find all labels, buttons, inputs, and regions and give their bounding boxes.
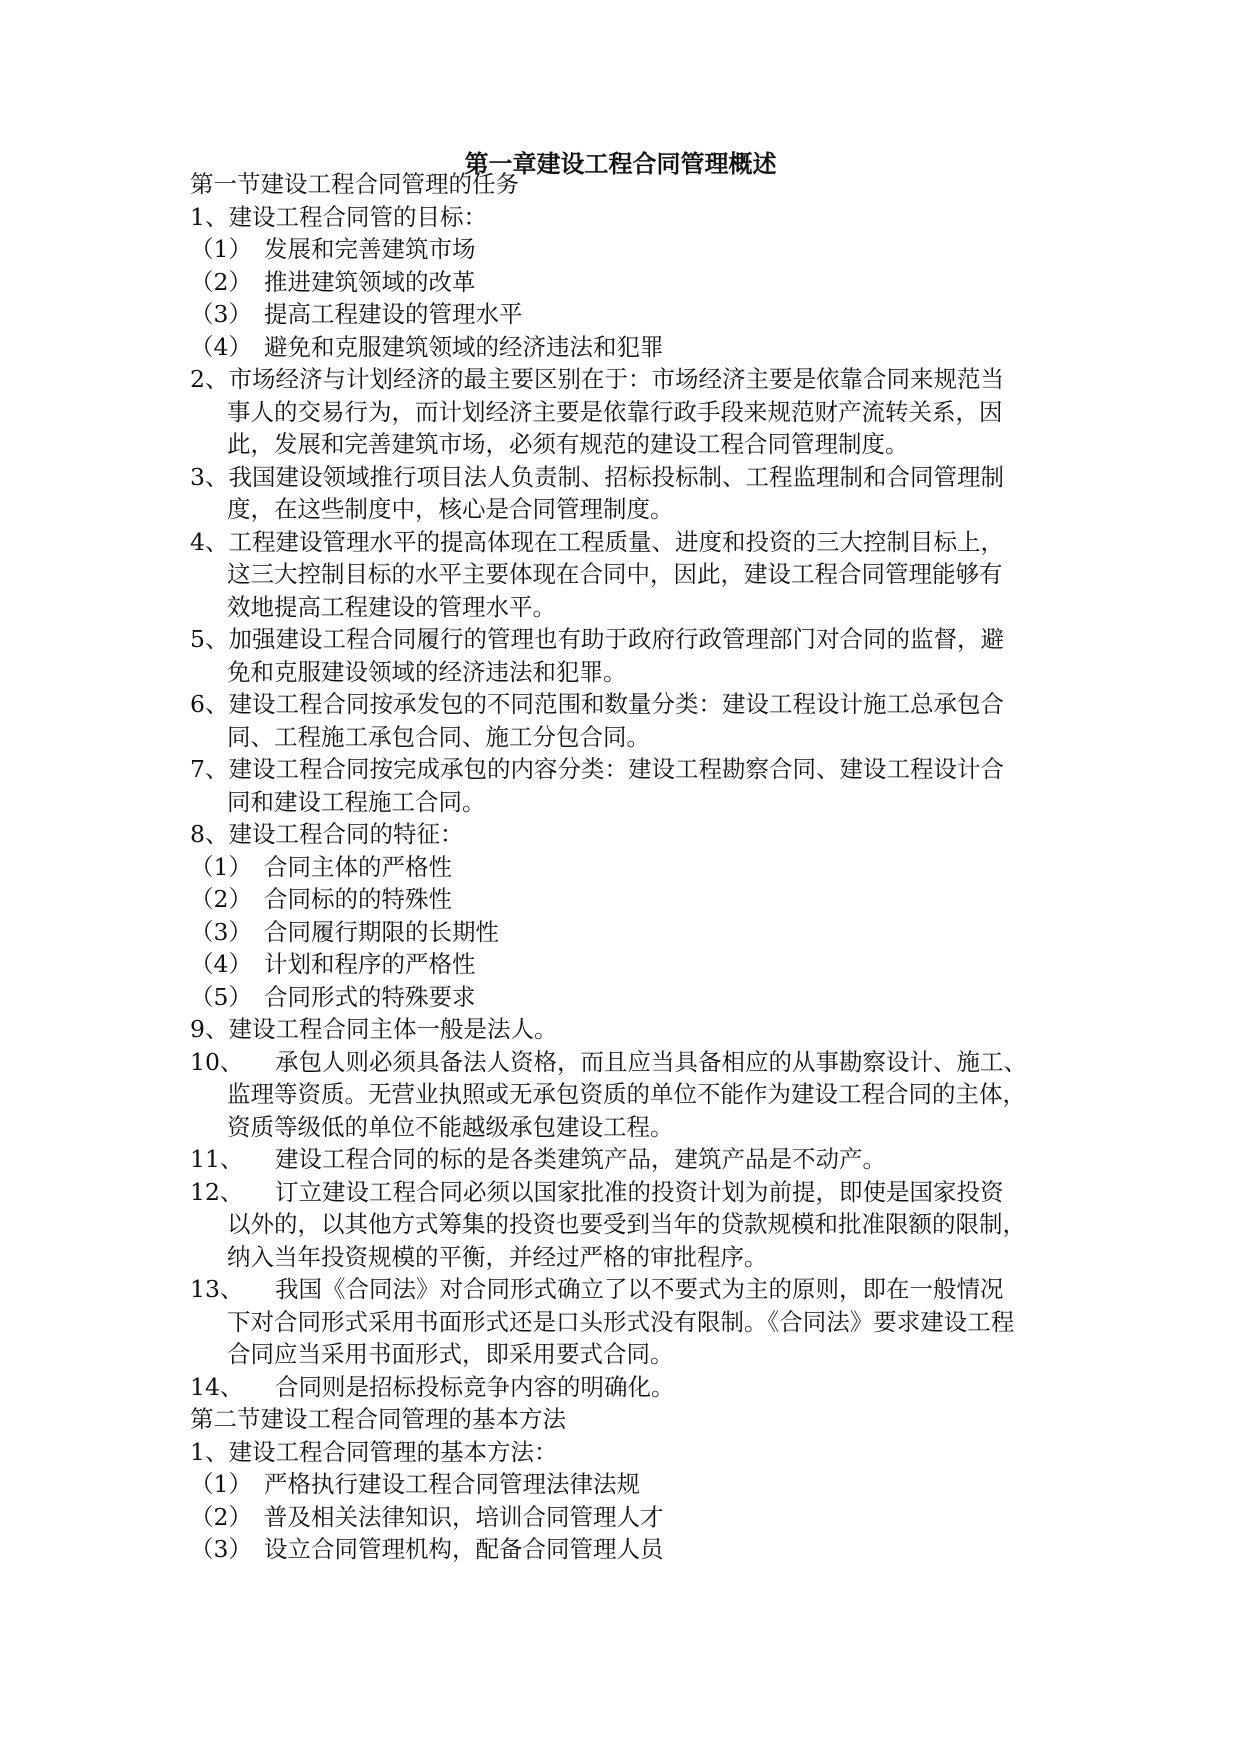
item-text: 合同则是招标投标竞争内容的明确化。 xyxy=(275,1372,675,1401)
item-marker: （2） xyxy=(190,267,252,296)
sub-item xyxy=(190,1501,664,1533)
item-text: 资质等级低的单位不能越级承包建设工程。 xyxy=(227,1112,674,1141)
item-marker: （2） xyxy=(190,885,252,913)
item-text: 监理等资质。无营业执照或无承包资质的单位不能作为建设工程合同的主体， xyxy=(227,1080,1026,1108)
item-text: 同和建设工程施工合同。 xyxy=(227,787,486,816)
sub-item xyxy=(190,851,452,883)
item-text: 提高工程建设的管理水平 xyxy=(264,300,523,328)
item-marker: （2） xyxy=(190,1502,252,1531)
numbered-item xyxy=(190,1371,675,1403)
item-marker: 1、 xyxy=(190,202,229,231)
continuation-line xyxy=(227,558,1003,590)
sub-item xyxy=(190,298,523,330)
continuation-line xyxy=(227,1111,674,1143)
item-text: 纳入当年投资规模的平衡，并经过严格的审批程序。 xyxy=(227,1242,768,1271)
item-text: 合同履行期限的长期性 xyxy=(264,917,499,946)
item-marker: 4、 xyxy=(190,527,229,556)
item-text: 建设工程合同的标的是各类建筑产品，建筑产品是不动产。 xyxy=(275,1145,886,1173)
item-text: 加强建设工程合同履行的管理也有助于政府行政管理部门对合同的监督，避 xyxy=(228,625,1004,653)
item-text: 建设工程合同主体一般是法人。 xyxy=(228,1015,558,1043)
continuation-line xyxy=(227,1208,1026,1240)
item-marker: 2、 xyxy=(190,365,229,393)
sub-item xyxy=(190,331,664,363)
item-text: 度，在这些制度中，核心是合同管理制度。 xyxy=(227,495,674,523)
item-marker: 10、 xyxy=(190,1047,244,1076)
item-text: 计划和程序的严格性 xyxy=(264,950,476,978)
item-text: 建设工程合同的特征： xyxy=(228,820,464,848)
sub-item xyxy=(190,1468,640,1500)
numbered-item xyxy=(190,623,1004,655)
sub-item xyxy=(190,883,452,915)
chapter-title: 第一章建设工程合同管理概述 xyxy=(464,149,777,178)
continuation-line xyxy=(227,786,486,818)
item-marker: 8、 xyxy=(190,820,229,848)
item-text: 合同形式的特殊要求 xyxy=(264,982,476,1011)
numbered-item xyxy=(190,201,487,233)
item-text: 推进建筑领域的改革 xyxy=(264,267,476,296)
item-marker: （3） xyxy=(190,917,252,946)
item-text: 合同主体的严格性 xyxy=(264,852,452,881)
sub-item xyxy=(190,1533,664,1565)
item-text: 免和克服建设领域的经济违法和犯罪。 xyxy=(227,657,627,686)
item-text: 第一节建设工程合同管理的任务 xyxy=(190,170,519,198)
numbered-item xyxy=(190,1143,886,1175)
numbered-item xyxy=(190,461,1004,493)
item-text: 订立建设工程合同必须以国家批准的投资计划为前提，即使是国家投资 xyxy=(275,1177,1004,1206)
item-marker: （3） xyxy=(190,300,252,328)
continuation-line xyxy=(227,428,909,460)
item-text: 承包人则必须具备法人资格，而且应当具备相应的从事勘察设计、施工、 xyxy=(275,1047,1027,1076)
item-marker: （5） xyxy=(190,982,252,1011)
numbered-item xyxy=(190,1046,1027,1078)
sub-item xyxy=(190,916,499,948)
item-marker: （3） xyxy=(190,1535,252,1563)
continuation-line xyxy=(227,721,650,753)
item-marker: 6、 xyxy=(190,690,229,718)
item-text: 第二节建设工程合同管理的基本方法 xyxy=(190,1405,566,1433)
item-text: 我国《合同法》对合同形式确立了以不要式为主的原则，即在一般情况 xyxy=(275,1275,1004,1303)
numbered-item xyxy=(190,363,1004,395)
sub-item xyxy=(190,233,476,265)
numbered-item xyxy=(190,1436,557,1468)
item-text: 普及相关法律知识，培训合同管理人才 xyxy=(264,1502,664,1531)
continuation-line xyxy=(227,591,556,623)
sub-item xyxy=(190,948,476,980)
sub-item xyxy=(190,981,476,1013)
continuation-line xyxy=(227,1241,768,1273)
item-text: 避免和克服建筑领域的经济违法和犯罪 xyxy=(264,332,664,361)
item-marker: （4） xyxy=(190,950,252,978)
numbered-item xyxy=(190,1273,1004,1305)
item-marker: 14、 xyxy=(190,1372,244,1401)
numbered-item xyxy=(190,688,1004,720)
item-text: 建设工程合同管理的基本方法： xyxy=(228,1437,558,1466)
continuation-line xyxy=(227,396,1003,428)
item-marker: （4） xyxy=(190,332,252,361)
continuation-line xyxy=(227,493,674,525)
item-text: 建设工程合同管的目标： xyxy=(228,202,487,231)
item-text: 同、工程施工承包合同、施工分包合同。 xyxy=(227,722,650,751)
item-text: 事人的交易行为，而计划经济主要是依靠行政手段来规范财产流转关系，因 xyxy=(227,397,1003,426)
item-marker: 1、 xyxy=(190,1437,229,1466)
continuation-line xyxy=(227,1078,1026,1110)
item-text: 工程建设管理水平的提高体现在工程质量、进度和投资的三大控制目标上， xyxy=(228,527,1004,556)
numbered-item xyxy=(190,526,1004,558)
continuation-line xyxy=(227,1338,674,1370)
numbered-item xyxy=(190,753,1004,785)
continuation-line xyxy=(227,1306,1014,1338)
item-marker: 12、 xyxy=(190,1177,244,1206)
item-marker: 13、 xyxy=(190,1275,244,1303)
item-text: 合同应当采用书面形式，即采用要式合同。 xyxy=(227,1340,674,1368)
item-marker: 5、 xyxy=(190,625,229,653)
item-marker: （1） xyxy=(190,235,252,263)
item-marker: 9、 xyxy=(190,1015,229,1043)
item-text: 发展和完善建筑市场 xyxy=(264,235,476,263)
sub-item xyxy=(190,266,476,298)
item-text: 下对合同形式采用书面形式还是口头形式没有限制。《合同法》要求建设工程 xyxy=(227,1307,1015,1336)
item-marker: 11、 xyxy=(190,1145,244,1173)
item-text: 我国建设领域推行项目法人负责制、招标投标制、工程监理制和合同管理制 xyxy=(228,462,1004,491)
section-heading xyxy=(190,1403,566,1435)
numbered-item xyxy=(190,1176,1004,1208)
item-marker: （1） xyxy=(190,852,252,881)
item-text: 市场经济与计划经济的最主要区别在于：市场经济主要是依靠合同来规范当 xyxy=(228,365,1004,393)
item-text: 效地提高工程建设的管理水平。 xyxy=(227,592,556,621)
item-text: 设立合同管理机构，配备合同管理人员 xyxy=(264,1535,664,1563)
item-marker: （1） xyxy=(190,1470,252,1498)
item-text: 合同标的的特殊性 xyxy=(264,885,452,913)
item-text: 建设工程合同按承发包的不同范围和数量分类：建设工程设计施工总承包合 xyxy=(228,690,1004,718)
item-text: 严格执行建设工程合同管理法律法规 xyxy=(264,1470,640,1498)
numbered-item xyxy=(190,1013,557,1045)
item-marker: 7、 xyxy=(190,755,229,783)
continuation-line xyxy=(227,656,627,688)
item-text: 建设工程合同按完成承包的内容分类：建设工程勘察合同、建设工程设计合 xyxy=(228,755,1004,783)
item-marker: 3、 xyxy=(190,462,229,491)
section-heading xyxy=(190,168,519,200)
numbered-item xyxy=(190,818,463,850)
item-text: 此，发展和完善建筑市场，必须有规范的建设工程合同管理制度。 xyxy=(227,430,909,458)
item-text: 这三大控制目标的水平主要体现在合同中，因此，建设工程合同管理能够有 xyxy=(227,560,1003,588)
item-text: 以外的，以其他方式筹集的投资也要受到当年的贷款规模和批准限额的限制， xyxy=(227,1210,1026,1238)
